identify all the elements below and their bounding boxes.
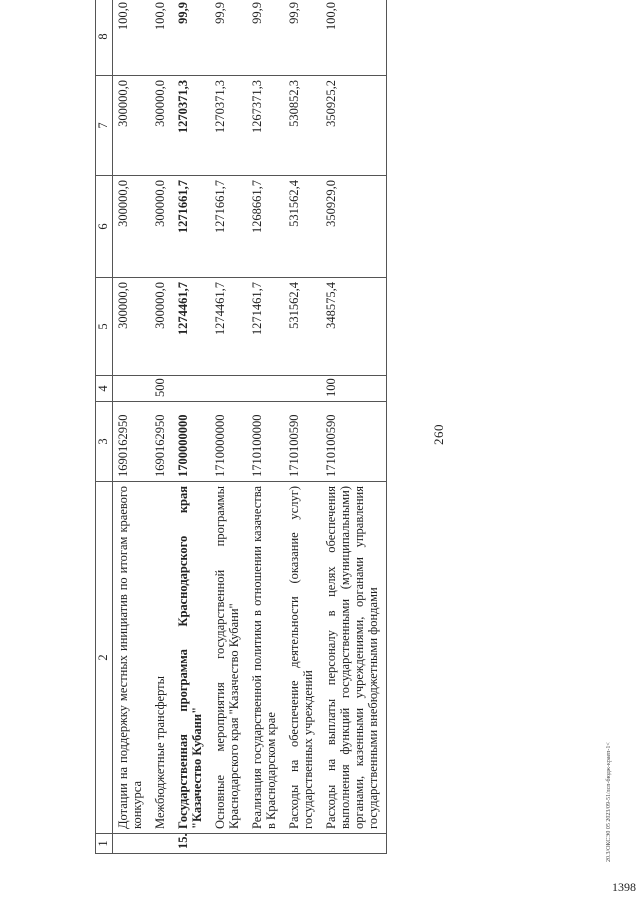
cell-v8: 99,9 <box>247 0 284 76</box>
side-page-number: 1398 <box>612 880 636 894</box>
cell-v6: 350929,0 <box>321 176 387 278</box>
cell-v6: 531562,4 <box>284 176 321 278</box>
cell-v6: 300000,0 <box>113 176 151 278</box>
cell-code: 1710100590 <box>321 402 387 482</box>
cell-vr: 100 <box>321 376 387 402</box>
cell-v7: 1270371,3 <box>173 76 210 176</box>
cell-code: 1690162950 <box>150 402 173 482</box>
cell-vr <box>247 376 284 402</box>
cell-num <box>150 834 173 854</box>
cell-v5: 531562,4 <box>284 278 321 376</box>
table-row <box>210 0 247 854</box>
header-cell: 6 <box>96 176 113 278</box>
cell-num <box>113 834 151 854</box>
page-number: 260 <box>431 424 446 445</box>
cell-code: 1700000000 <box>173 402 210 482</box>
table-row <box>150 0 173 854</box>
table-row <box>113 0 151 854</box>
cell-v8: 100,0 <box>113 0 151 76</box>
header-cell: 7 <box>96 76 113 176</box>
footer-code: 20.3/ОКСЭ0 05 2023/09-51/лсп-бюдж-краеп-1< <box>606 742 612 862</box>
cell-v8: 100,0 <box>150 0 173 76</box>
cell-v8: 99,9 <box>284 0 321 76</box>
cell-v6: 1271661,7 <box>173 176 210 278</box>
cell-v6: 1268661,7 <box>247 176 284 278</box>
cell-v8: 100,0 <box>321 0 387 76</box>
cell-code: 1710000000 <box>210 402 247 482</box>
cell-name: Расходы на выплаты персоналу в целях обеспечения выполнения функций государственными (муниципальными) органами, казенными учреждениями, органами управления государственными внебюджетными фондами <box>321 482 387 834</box>
cell-num <box>247 834 284 854</box>
cell-v7: 1270371,3 <box>210 76 247 176</box>
cell-v5: 1274461,7 <box>173 278 210 376</box>
table-row <box>173 0 210 854</box>
cell-name: Основные мероприятия государственной программы Краснодарского края "Казачество Кубани" <box>210 482 247 834</box>
cell-vr <box>210 376 247 402</box>
table-row <box>284 0 321 854</box>
header-cell: 1 <box>96 834 113 854</box>
cell-v6: 1271661,7 <box>210 176 247 278</box>
cell-vr <box>284 376 321 402</box>
cell-num <box>210 834 247 854</box>
cell-name: Дотации на поддержку местных инициатив по итогам краевого конкурса <box>113 482 151 834</box>
cell-code: 1690162950 <box>113 402 151 482</box>
header-cell: 8 <box>96 0 113 76</box>
budget-table <box>95 0 387 854</box>
cell-name: Государственная программа Краснодарского края "Казачество Кубани" <box>173 482 210 834</box>
cell-vr <box>113 376 151 402</box>
cell-v7: 300000,0 <box>150 76 173 176</box>
cell-v5: 1274461,7 <box>210 278 247 376</box>
header-cell: 4 <box>96 376 113 402</box>
cell-num <box>321 834 387 854</box>
header-cell: 3 <box>96 402 113 482</box>
header-cell: 5 <box>96 278 113 376</box>
cell-v6: 300000,0 <box>150 176 173 278</box>
table-row <box>321 0 387 854</box>
cell-v7: 350925,2 <box>321 76 387 176</box>
cell-vr <box>173 376 210 402</box>
table-header-row <box>96 0 113 854</box>
cell-num <box>284 834 321 854</box>
cell-v5: 1271461,7 <box>247 278 284 376</box>
cell-name: Реализация государственной политики в отношении казачества в Краснодарском крае <box>247 482 284 834</box>
cell-name: Межбюджетные трансферты <box>150 482 173 834</box>
cell-code: 1710100000 <box>247 402 284 482</box>
cell-code: 1710100590 <box>284 402 321 482</box>
cell-v7: 1267371,3 <box>247 76 284 176</box>
table-row <box>247 0 284 854</box>
cell-v5: 300000,0 <box>113 278 151 376</box>
cell-name: Расходы на обеспечение деятельности (оказание услуг) государственных учреждений <box>284 482 321 834</box>
cell-v7: 530852,3 <box>284 76 321 176</box>
cell-v5: 348575,4 <box>321 278 387 376</box>
cell-v8: 99,9 <box>210 0 247 76</box>
cell-num: 15. <box>173 834 210 854</box>
header-cell: 2 <box>96 482 113 834</box>
cell-vr: 500 <box>150 376 173 402</box>
cell-v7: 300000,0 <box>113 76 151 176</box>
cell-v8: 99,9 <box>173 0 210 76</box>
cell-v5: 300000,0 <box>150 278 173 376</box>
